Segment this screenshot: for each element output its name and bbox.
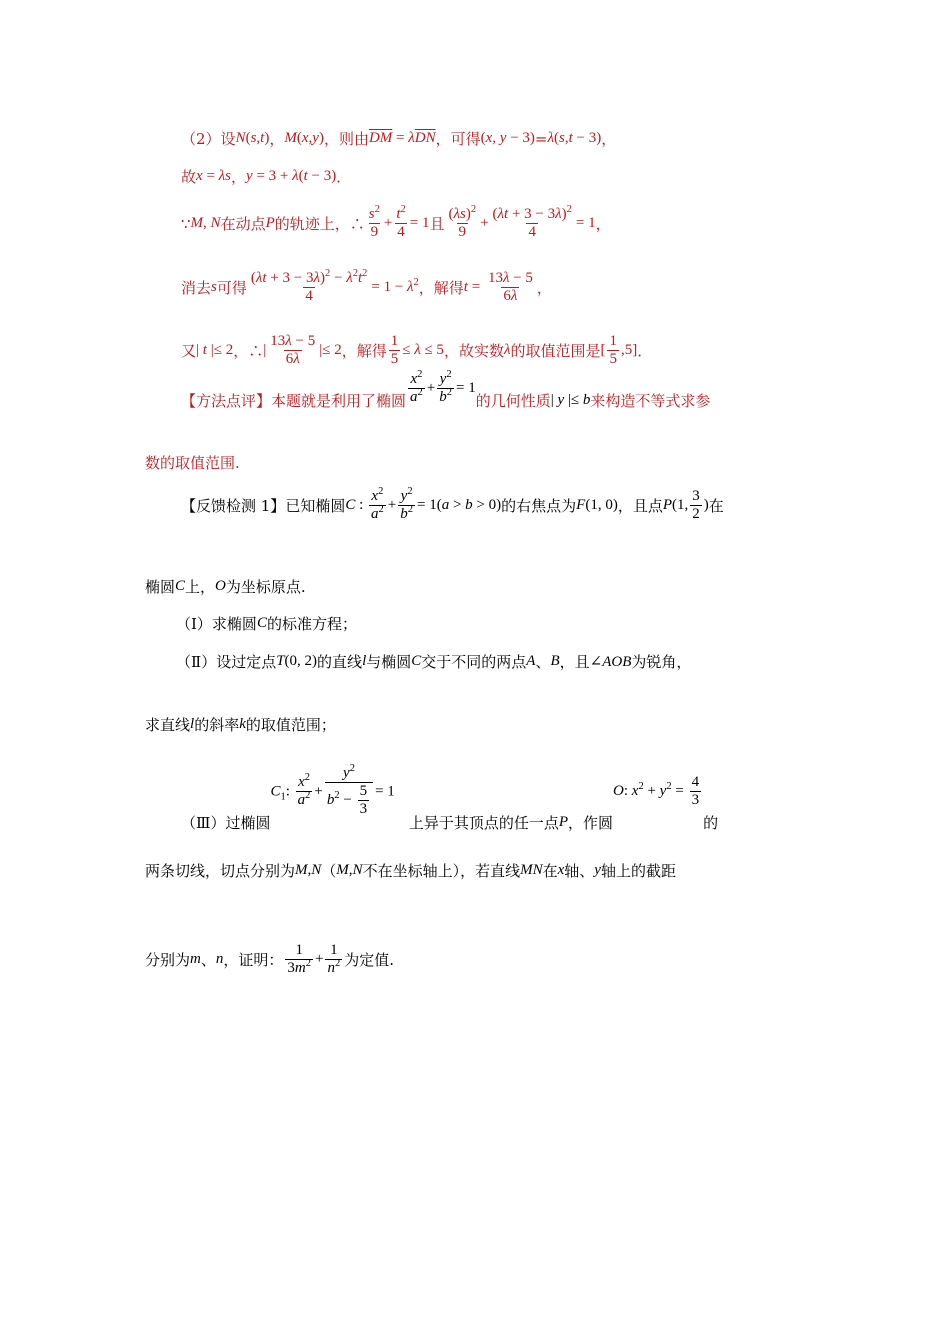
math-l: l — [190, 716, 195, 732]
math-MN: M,N — [336, 862, 363, 878]
text: 上异于其顶点的任一点 — [408, 814, 559, 832]
part-2-line-2 — [145, 714, 336, 735]
part-3-line-3 — [145, 942, 394, 978]
method-comment-label: 【方法点评】 — [181, 392, 272, 410]
math-l: l — [362, 653, 367, 669]
text: 的标准方程； — [266, 615, 357, 633]
math-B: B — [550, 653, 560, 669]
math-n: n — [215, 951, 224, 968]
text: 为定值. — [344, 951, 394, 970]
text: 的直线 — [317, 653, 363, 671]
text: ，可得 — [435, 130, 481, 148]
text: ， — [536, 279, 552, 298]
text: ，故实数 — [443, 342, 504, 361]
text: ，证明： — [223, 951, 284, 970]
text: 椭圆 — [145, 578, 176, 596]
math-lambda: λ — [503, 342, 511, 359]
text: 的取值范围是 — [510, 342, 601, 361]
text: 与椭圆 — [366, 653, 412, 671]
text: 求直线 — [145, 716, 191, 734]
math-coord-eq-left: (x, y − 3) — [480, 130, 535, 146]
text: 数的取值范围. — [145, 454, 240, 472]
math-angle-AOB: ∠AOB — [589, 654, 632, 670]
method-comment-line-1 — [181, 368, 711, 411]
math-y: y — [594, 862, 601, 878]
math-focus-F: F(1, 0) — [576, 497, 618, 514]
text: 轴上的截距 — [600, 862, 676, 880]
text: ，解得 — [418, 279, 464, 298]
math-point-P: P(1, $\frac{3}{2}$ ) — [662, 488, 709, 523]
text: 的几何性质 — [475, 392, 551, 410]
math-abs-t: | t |≤ 2 — [196, 342, 234, 359]
math-N-st: N(s,t) — [235, 130, 270, 146]
math-A: A — [526, 653, 536, 669]
feedback-line-1 — [181, 488, 724, 524]
text: 本题就是利用了椭圆 — [271, 392, 407, 410]
text: ，∴ — [233, 342, 264, 361]
text: 消去 — [181, 279, 212, 298]
text: （Ⅲ）过椭圆 — [181, 814, 271, 832]
text: 的斜率 — [194, 716, 240, 734]
text: 不在坐标轴上），若直线 — [362, 862, 521, 880]
part-3-line-1 — [181, 750, 718, 833]
math-x: x — [557, 862, 565, 878]
math-y-eq: y = 3 + λ(t − 3) — [246, 168, 337, 184]
text: 的 — [703, 814, 719, 832]
text: ， — [595, 215, 611, 234]
math-t-solution: t = $\frac{13\lambda - 5}{6\lambda}$ — [463, 270, 533, 305]
text: ． — [637, 342, 653, 361]
text: 为坐标原点. — [225, 578, 306, 596]
text: 在动点 — [220, 215, 266, 234]
text: 已知椭圆 — [285, 497, 346, 516]
text: 的取值范围； — [245, 716, 336, 734]
math-O: O — [215, 578, 226, 594]
part-3-line-2 — [145, 860, 676, 881]
text: ，解得 — [341, 342, 387, 361]
math-line-MN: MN — [520, 862, 543, 878]
text: 且 — [429, 215, 445, 234]
math-m: m — [190, 951, 201, 968]
feedback-line-2 — [145, 576, 306, 597]
text: （ — [321, 862, 337, 880]
math-C: C — [256, 615, 267, 631]
text: ，则由 — [323, 130, 369, 148]
math-abs-ineq: | $\frac{13\lambda - 5}{6\lambda}$ |≤ 2 — [263, 333, 342, 368]
math-point-T: T(0, 2) — [276, 653, 318, 669]
text: 来构造不等式求参 — [590, 392, 711, 410]
text: 为锐角， — [631, 653, 692, 671]
math-MN: M,N — [295, 862, 322, 878]
text: 故 — [181, 168, 197, 186]
text: 上， — [185, 578, 216, 596]
text: 两条切线，切点分别为 — [145, 862, 296, 880]
text: （Ⅱ）设过定点 — [176, 653, 277, 671]
part-1-line — [176, 613, 357, 634]
text: = — [534, 129, 548, 148]
solution-line-3 — [181, 206, 611, 242]
math-C: C — [175, 578, 186, 594]
text: ， — [601, 130, 617, 148]
text: ． — [336, 168, 352, 186]
text: ，且 — [559, 653, 590, 671]
text: ， — [269, 130, 285, 148]
math-P: P — [558, 814, 568, 830]
math-abs-y-le-b: | y |≤ b — [550, 392, 591, 408]
text: （2）设 — [181, 130, 236, 148]
text: ∵ — [181, 214, 191, 233]
math-x-eq: x = λs — [196, 168, 231, 184]
math-ellipse-C: C : $\frac{x^2}{a^2}$ + $\frac{y^2}{b^2}$ = 1(a > b > 0) — [345, 486, 502, 523]
math-MN: M, N — [190, 215, 221, 232]
method-comment-line-2 — [145, 452, 240, 473]
text: 交于不同的两点 — [421, 653, 527, 671]
solution-line-4 — [181, 270, 552, 306]
math-lambda-range: $\frac{1}{5}$ ≤ λ ≤ 5 — [390, 333, 444, 368]
math-ellipse-C1: $C_1$: $\frac{x^2}{a^2}$ + $y^2$ $b^2$ − $\frac{5}{3}$ = 1 — [270, 762, 395, 818]
part-2-line-1 — [176, 651, 691, 672]
math-ellipse-st: $\frac{s^2}{9}$ + $\frac{t^2}{4}$ = 1 — [368, 204, 430, 241]
text: 、 — [200, 951, 216, 970]
text: 的轨迹上，∴ — [274, 215, 365, 234]
text: 轴、 — [564, 862, 595, 880]
text: ，且点 — [617, 497, 663, 516]
text: 、 — [535, 653, 551, 671]
math-P: P — [265, 215, 275, 232]
math-s: s — [211, 279, 217, 296]
math-vector-eq: $\overline{DM} = \lambda\overline{DN}$ — [368, 130, 436, 146]
solution-line-2 — [181, 166, 351, 187]
math-ellipse-standard: $\frac{x^2}{a^2}$ + $\frac{y^2}{b^2}$ = 1 — [410, 368, 476, 405]
text: ，作圆 — [568, 814, 614, 832]
text: 在 — [542, 862, 558, 880]
math-M-xy: M(x,y) — [284, 130, 324, 146]
solution-line-5 — [181, 333, 652, 369]
math-eliminated-eq: $\frac{(\lambda t + 3 - 3\lambda)^2 - \lambda^2t^2}{4}$ = $1 - \lambda^2$ — [250, 268, 419, 305]
math-circle-O: O: $x^2 + y^2$ = $\frac{4}{3}$ — [613, 773, 700, 808]
math-constant-expression: $\frac{1}{3m^2}$ + $\frac{1}{n^2}$ — [287, 942, 341, 977]
text: 在 — [708, 497, 724, 516]
text: 的右焦点为 — [501, 497, 577, 516]
math-interval: [ $\frac{1}{5}$ ,5] — [600, 333, 638, 368]
text: 又 — [181, 342, 197, 361]
text: 可得 — [216, 279, 247, 298]
text: （Ⅰ）求椭圆 — [176, 615, 257, 633]
math-C: C — [411, 653, 422, 669]
math-k: k — [239, 716, 246, 732]
math-coord-eq-right: λ(s,t − 3) — [547, 130, 602, 146]
text: 分别为 — [145, 951, 191, 970]
text: ， — [231, 168, 247, 186]
feedback-label: 【反馈检测 1】 — [181, 497, 286, 516]
solution-line-1 — [181, 128, 616, 149]
math-ellipse-lambda: $\frac{(\lambda s)^2}{9}$ + $\frac{(\lambda t + 3 - 3\lambda)^2}{4}$ = 1 — [448, 204, 596, 241]
